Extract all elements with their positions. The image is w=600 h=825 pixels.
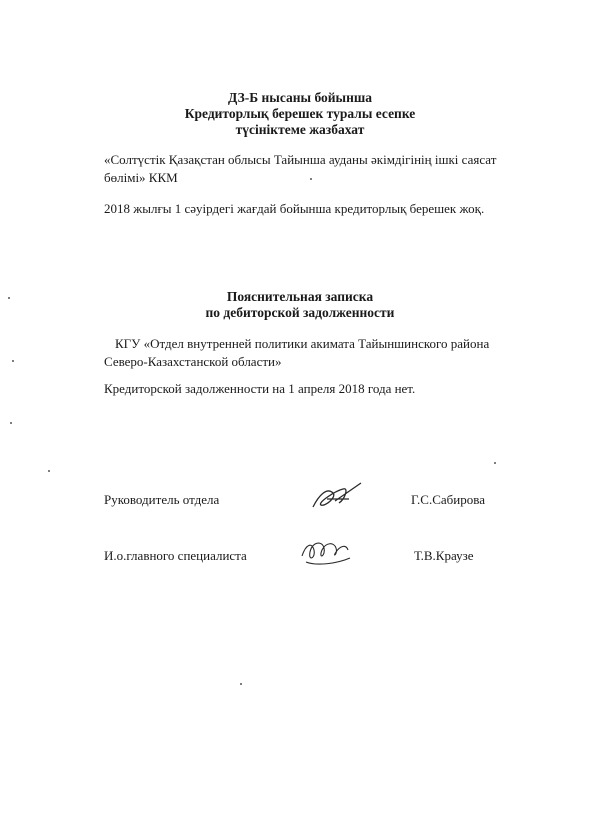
scan-speck (240, 683, 242, 685)
scan-speck (12, 360, 14, 362)
scan-speck (48, 470, 50, 472)
handwritten-signature-2 (296, 532, 356, 572)
signature-name: Т.В.Краузе (414, 548, 474, 563)
scan-speck (494, 462, 496, 464)
kz-org-line: «Солтүстік Қазақстан облысы Тайынша ауданы әкімдігінің ішкі саясат (104, 152, 497, 167)
handwritten-signature-1 (305, 477, 365, 517)
signature-position: И.о.главного специалиста (104, 548, 247, 563)
ru-org-line: КГУ «Отдел внутренней политики акимата Тайыншинского района (115, 336, 490, 351)
signature-position: Руководитель отдела (104, 492, 220, 507)
kz-title (0, 90, 600, 138)
scan-speck (310, 178, 312, 180)
kz-title-line: ДЗ-Б нысаны бойынша (227, 90, 373, 105)
kz-org-line: бөлімі» ККМ (104, 170, 178, 185)
scan-speck (8, 297, 10, 299)
ru-statement: Кредиторской задолженности на 1 апреля 2018 года нет. (104, 381, 416, 396)
kz-title-line: түсініктеме жазбахат (235, 122, 365, 137)
signature-name: Г.С.Сабирова (411, 492, 485, 507)
kz-statement: 2018 жылғы 1 сәуірдегі жағдай бойынша кредиторлық берешек жоқ. (104, 201, 485, 216)
ru-org-line: Северо-Казахстанской области» (104, 354, 282, 369)
ru-title (0, 289, 600, 321)
ru-title-line: по дебиторской задолженности (205, 305, 395, 320)
scan-speck (10, 422, 12, 424)
ru-title-line: Пояснительная записка (226, 289, 374, 304)
kz-title-line: Кредиторлық берешек туралы есепке (184, 106, 416, 121)
